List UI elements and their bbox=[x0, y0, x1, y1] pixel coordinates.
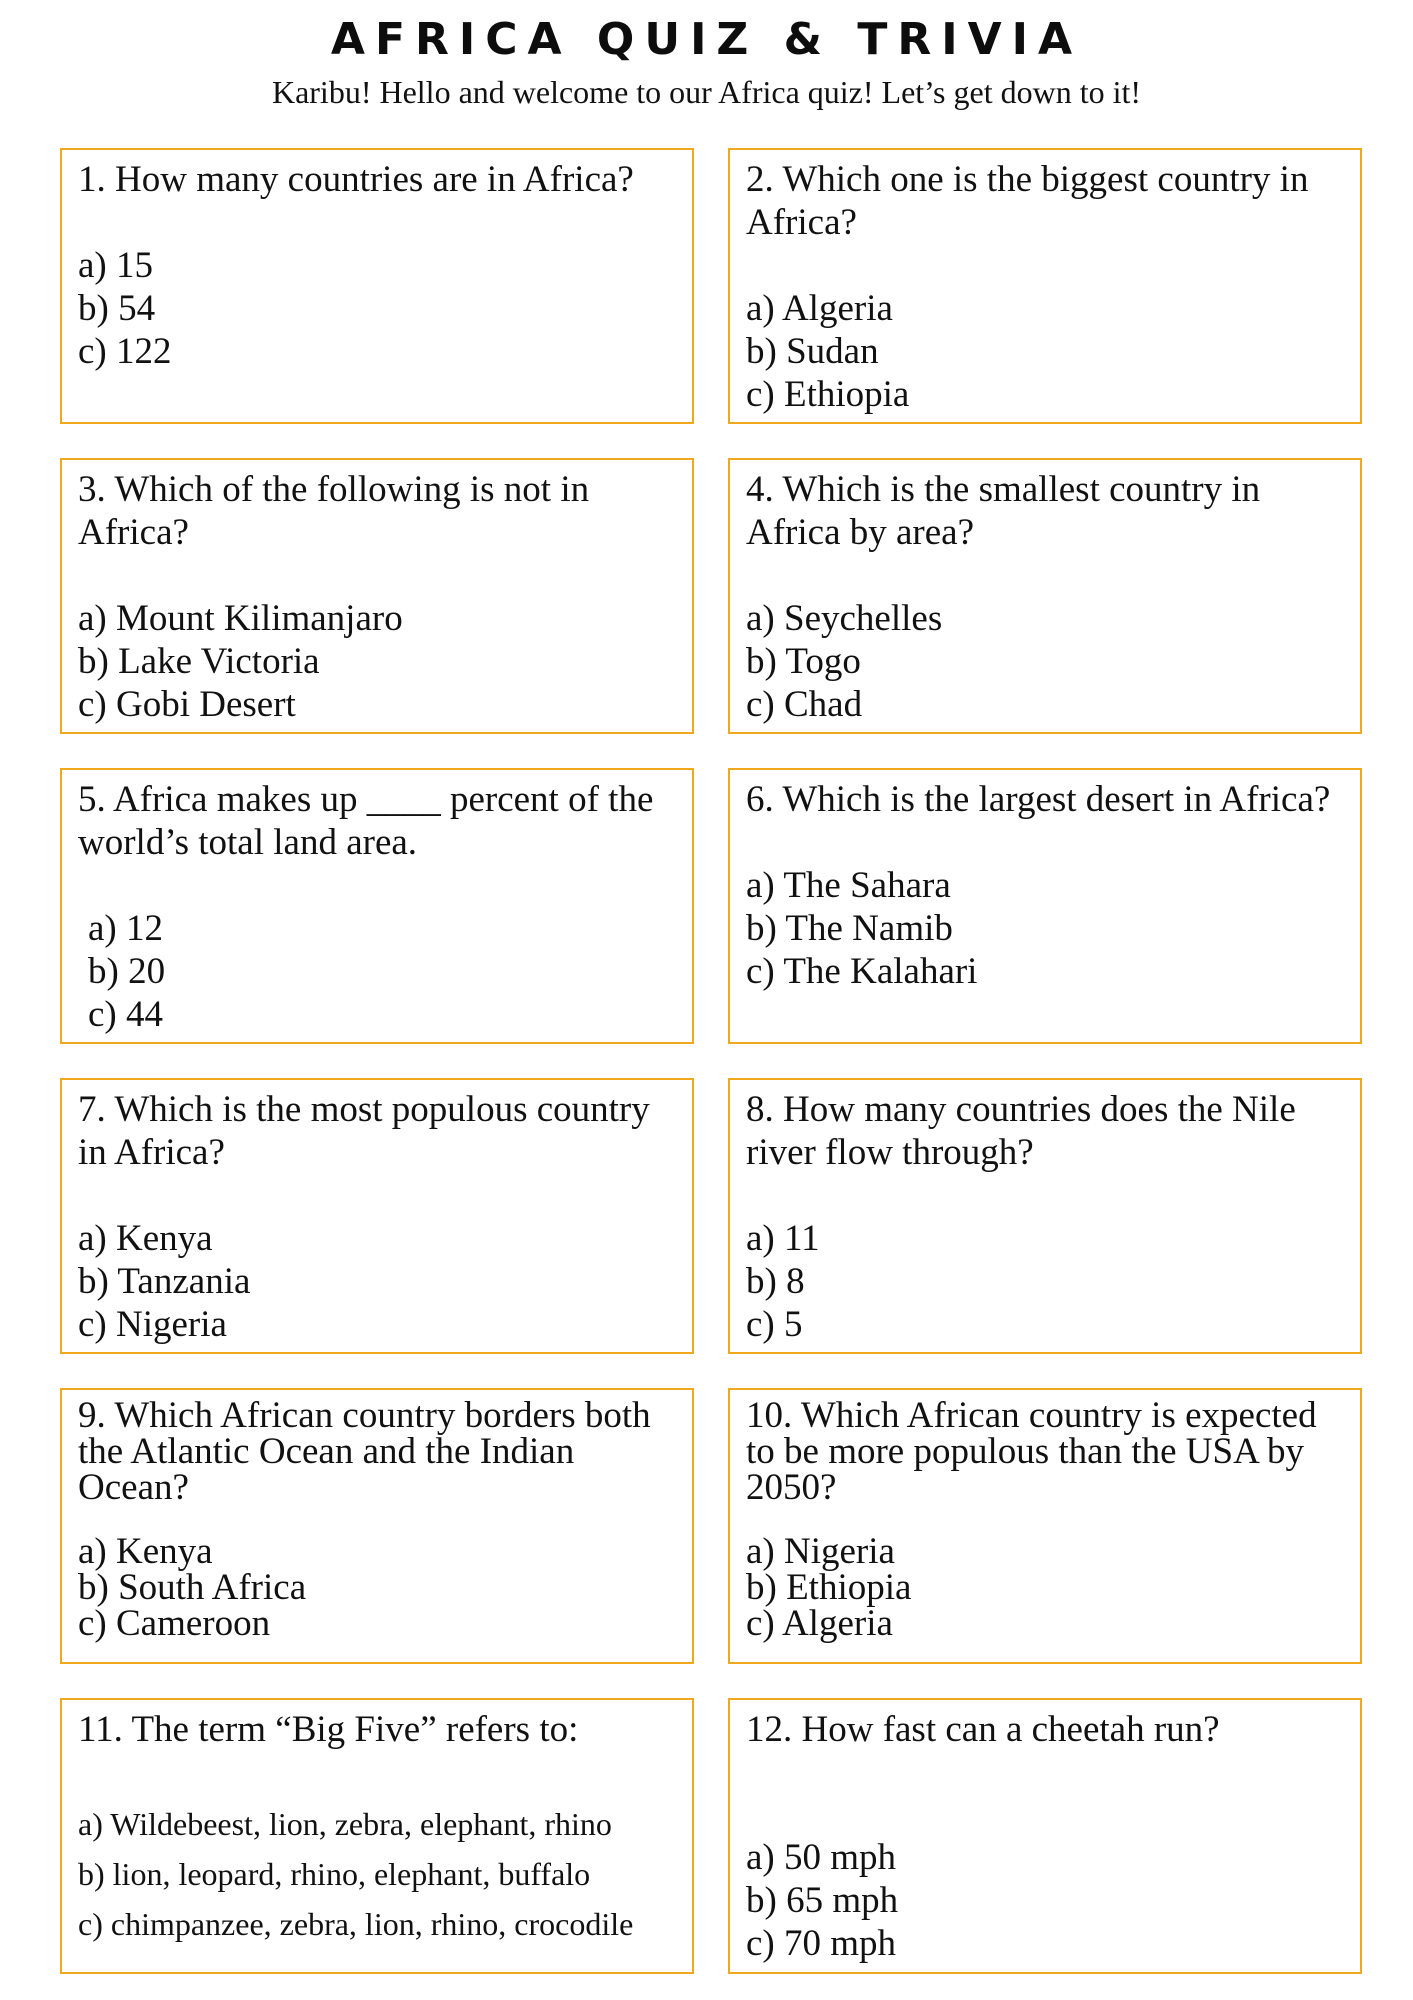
answer-option: b) 65 mph bbox=[746, 1880, 899, 1921]
answer-option: a) Algeria bbox=[746, 288, 893, 329]
answer-options bbox=[746, 597, 1344, 726]
question-card-1 bbox=[60, 148, 694, 424]
answer-options bbox=[746, 287, 1344, 416]
question-text: 10. Which African country is expected to be more populous than the USA by 2050? bbox=[746, 1395, 1317, 1508]
answer-option: c) 44 bbox=[88, 994, 163, 1035]
answer-option: a) Kenya bbox=[78, 1218, 213, 1259]
answer-options bbox=[78, 1799, 676, 1949]
question-text: 11. The term “Big Five” refers to: bbox=[78, 1709, 579, 1750]
answer-option: b) 20 bbox=[88, 951, 166, 992]
question-text: 8. How many countries does the Nile river flow through? bbox=[746, 1089, 1296, 1173]
question-card-6 bbox=[728, 768, 1362, 1044]
question-card-3 bbox=[60, 458, 694, 734]
answer-option: c) Cameroon bbox=[78, 1603, 271, 1644]
answer-option: a) Mount Kilimanjaro bbox=[78, 598, 403, 639]
answer-options bbox=[746, 1531, 1344, 1644]
answer-options bbox=[78, 244, 676, 373]
answer-option: b) The Namib bbox=[746, 908, 953, 949]
answer-option: b) lion, leopard, rhino, elephant, buffalo bbox=[78, 1856, 591, 1892]
answer-option: b) Tanzania bbox=[78, 1261, 251, 1302]
question-text: 3. Which of the following is not in Africa? bbox=[78, 469, 590, 553]
answer-option: b) South Africa bbox=[78, 1567, 307, 1608]
answer-option: a) The Sahara bbox=[746, 865, 951, 906]
answer-option: c) Gobi Desert bbox=[78, 684, 296, 725]
answer-option: c) Algeria bbox=[746, 1603, 893, 1644]
answer-option: c) Nigeria bbox=[78, 1304, 227, 1345]
answer-option: b) 8 bbox=[746, 1261, 805, 1302]
answer-options bbox=[78, 597, 676, 726]
question-card-12 bbox=[728, 1698, 1362, 1974]
answer-option: a) 12 bbox=[88, 908, 163, 949]
question-card-7 bbox=[60, 1078, 694, 1354]
answer-option: a) 15 bbox=[78, 245, 153, 286]
question-card-4 bbox=[728, 458, 1362, 734]
answer-option: b) Lake Victoria bbox=[78, 641, 320, 682]
answer-options bbox=[746, 1217, 1344, 1346]
question-card-2 bbox=[728, 148, 1362, 424]
question-card-10 bbox=[728, 1388, 1362, 1664]
answer-option: c) The Kalahari bbox=[746, 951, 978, 992]
question-card-5 bbox=[60, 768, 694, 1044]
answer-options bbox=[746, 1836, 1344, 1965]
answer-option: b) Sudan bbox=[746, 331, 879, 372]
answer-option: a) Nigeria bbox=[746, 1531, 895, 1572]
answer-options bbox=[78, 907, 676, 1036]
answer-option: b) Ethiopia bbox=[746, 1567, 912, 1608]
question-text: 2. Which one is the biggest country in Africa? bbox=[746, 159, 1309, 243]
answer-option: c) Ethiopia bbox=[746, 374, 910, 415]
page-subtitle: Karibu! Hello and welcome to our Africa quiz! Let’s get down to it! bbox=[271, 74, 1142, 110]
question-text: 5. Africa makes up ____ percent of the world’s total land area. bbox=[78, 779, 654, 863]
answer-option: c) Chad bbox=[746, 684, 863, 725]
answer-options bbox=[746, 864, 1344, 993]
answer-option: c) 122 bbox=[78, 331, 172, 372]
question-text: 1. How many countries are in Africa? bbox=[78, 159, 634, 200]
question-text: 7. Which is the most populous country in Africa? bbox=[78, 1089, 650, 1173]
question-text: 6. Which is the largest desert in Africa? bbox=[746, 779, 1331, 820]
question-text: 12. How fast can a cheetah run? bbox=[746, 1709, 1220, 1750]
answer-option: a) 50 mph bbox=[746, 1837, 897, 1878]
page-title: AFRICA QUIZ & TRIVIA bbox=[330, 14, 1083, 65]
question-card-8 bbox=[728, 1078, 1362, 1354]
question-card-11 bbox=[60, 1698, 694, 1974]
answer-option: c) 5 bbox=[746, 1304, 803, 1345]
answer-option: b) Togo bbox=[746, 641, 861, 682]
answer-option: b) 54 bbox=[78, 288, 156, 329]
answer-options bbox=[78, 1217, 676, 1346]
answer-option: a) Kenya bbox=[78, 1531, 213, 1572]
answer-option: a) Seychelles bbox=[746, 598, 943, 639]
question-card-9 bbox=[60, 1388, 694, 1664]
answer-option: a) Wildebeest, lion, zebra, elephant, rhino bbox=[78, 1806, 612, 1842]
answer-option: c) 70 mph bbox=[746, 1923, 897, 1964]
quiz-grid bbox=[60, 148, 1362, 1974]
question-text: 9. Which African country borders both the Atlantic Ocean and the Indian Ocean? bbox=[78, 1395, 651, 1508]
answer-options bbox=[78, 1531, 676, 1644]
question-text: 4. Which is the smallest country in Africa by area? bbox=[746, 469, 1261, 553]
answer-option: c) chimpanzee, zebra, lion, rhino, crocodile bbox=[78, 1906, 634, 1942]
answer-option: a) 11 bbox=[746, 1218, 820, 1259]
